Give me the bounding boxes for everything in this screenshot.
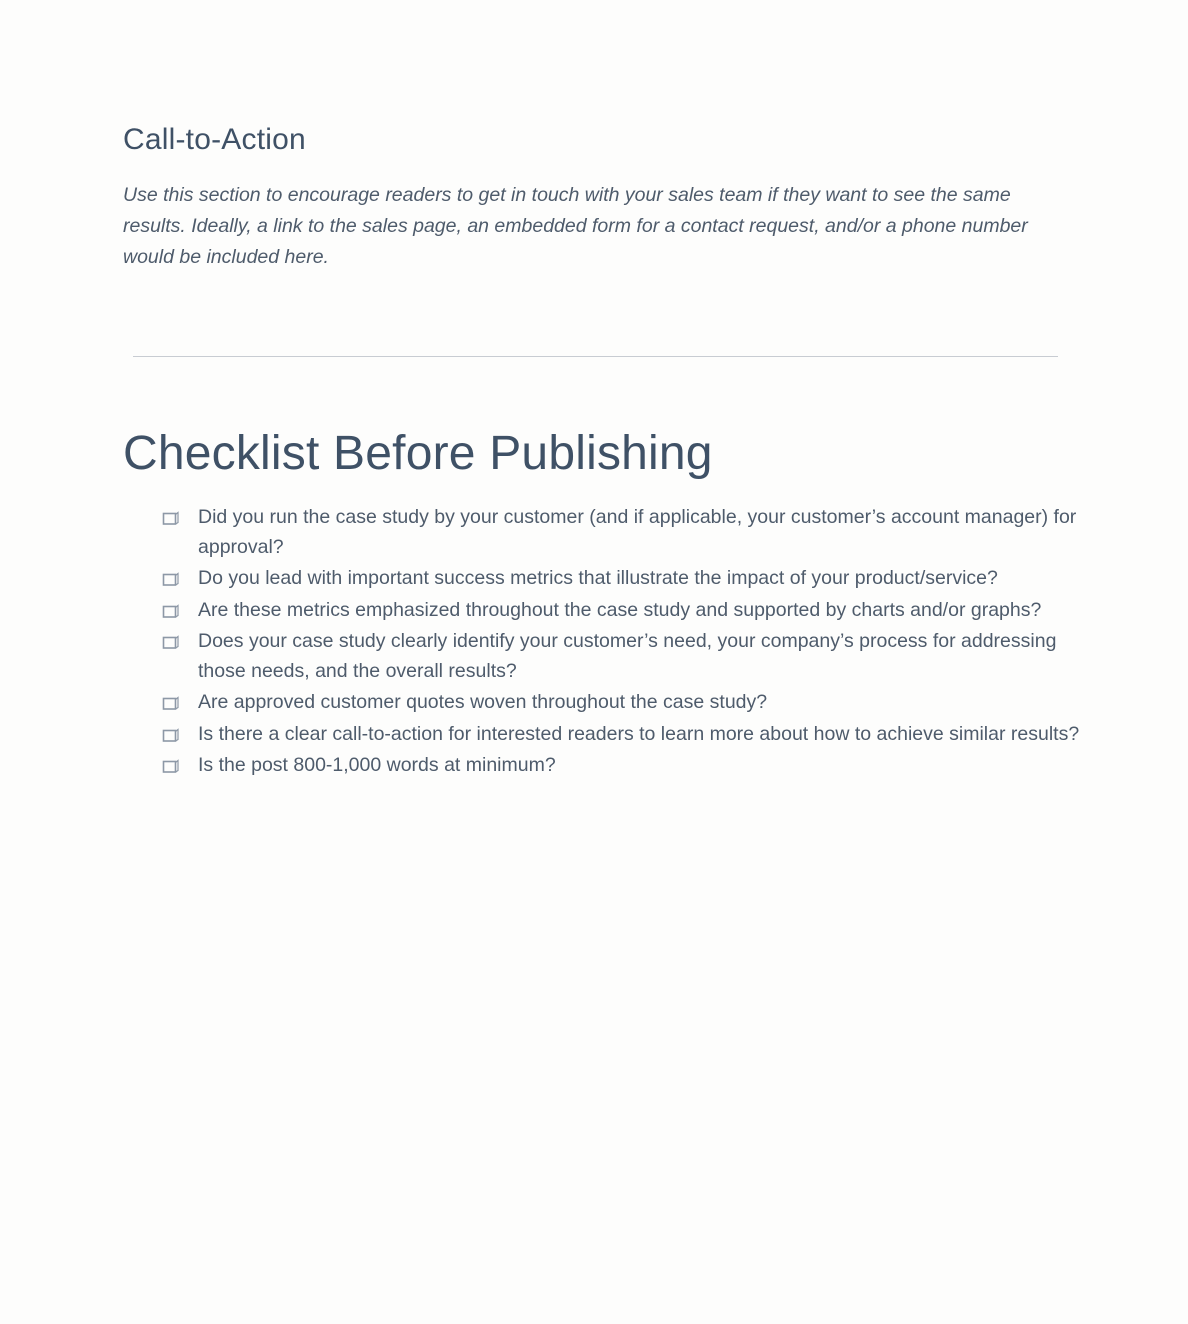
checklist-section (123, 424, 1083, 781)
checklist-item-text: Are these metrics emphasized throughout the case study and supported by charts and/or graphs? (198, 598, 1042, 621)
checklist-item-text: Is there a clear call-to-action for interested readers to learn more about how to achieve similar results? (198, 722, 1080, 745)
call-to-action-body: Use this section to encourage readers to get in touch with your sales team if they want to see the same results. Ideally, a link to the sales page, an embedded form for a contact request, and/or a phone number would be included here. (123, 184, 1028, 269)
checkbox-icon (162, 723, 179, 739)
checklist-item-text: Did you run the case study by your customer (and if applicable, your customer’s account manager) for approval? (198, 506, 1077, 559)
checklist-item (156, 563, 1083, 593)
checkbox-icon (162, 567, 179, 583)
checklist-list (123, 502, 1083, 780)
checklist-item-text: Does your case study clearly identify your customer’s need, your company’s process for addressing those needs, and the overall results? (198, 629, 1057, 683)
checkbox-icon (162, 506, 179, 522)
checklist-item (156, 626, 1083, 686)
checkbox-icon (162, 691, 179, 707)
checklist-item-text: Is the post 800-1,000 words at minimum? (198, 753, 556, 776)
checkbox-icon (162, 630, 179, 646)
call-to-action-heading: Call-to-Action (123, 123, 306, 156)
checklist-item (156, 719, 1083, 749)
checklist-heading: Checklist Before Publishing (123, 427, 713, 480)
section-divider (133, 356, 1058, 357)
checklist-item (156, 595, 1083, 625)
call-to-action-section (123, 122, 1063, 274)
checklist-item-text: Are approved customer quotes woven throughout the case study? (198, 691, 768, 714)
checkbox-icon (162, 599, 179, 615)
checklist-item (156, 750, 1083, 780)
checklist-item (156, 687, 1083, 717)
checklist-item-text: Do you lead with important success metrics that illustrate the impact of your product/service? (198, 567, 998, 590)
checkbox-icon (162, 754, 179, 770)
checklist-item (156, 502, 1083, 562)
